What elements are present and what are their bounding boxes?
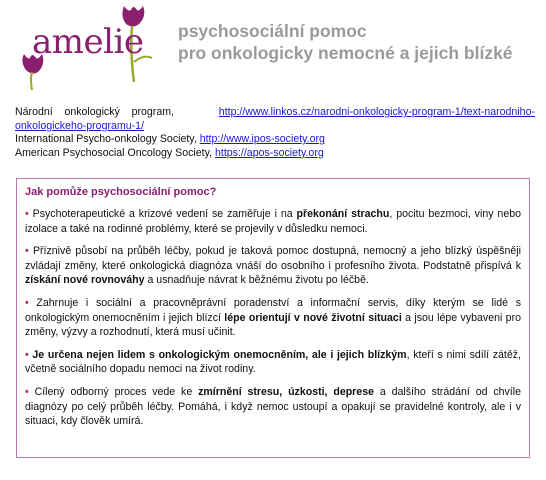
reference-apos bbox=[15, 147, 535, 161]
ipos-link[interactable]: http://www.ipos-society.org bbox=[199, 133, 325, 146]
tagline-line-2: pro onkologicky nemocné a jejich blízké bbox=[178, 43, 513, 63]
bullet-icon: • bbox=[25, 296, 29, 309]
bullet-icon: • bbox=[25, 245, 29, 258]
logo-wordmark: amelie bbox=[32, 22, 144, 62]
ipos-label: International Psycho-onkology Society, bbox=[15, 133, 200, 146]
info-box bbox=[16, 178, 530, 458]
paragraph-2: • Příznivě působí na průběh léčby, pokud je taková pomoc dostupná, nemocný a jeho blízký úspěšněji zvládají změny, které onkologická diagnóza vnáší do osobního i profesního života. Podstatně přispívá k získání nové rovnováhy a usnadňuje návrat k běžnému životu po léčbě. bbox=[25, 245, 521, 287]
bullet-icon: • bbox=[25, 208, 29, 220]
tagline bbox=[178, 20, 513, 64]
paragraph-1: • Psychoterapeutické a krizové vedení se zaměřuje i na překonání strachu, pocitu bezmoci, viny nebo izolace a také na rodinné problémy, které se projevily v důsledku nemoci. bbox=[25, 208, 521, 235]
amelie-logo bbox=[8, 2, 158, 92]
paragraph-3: • Zahrnuje i sociální a pracovněprávní poradenství a informační servis, díky kterým se lidé s onkologickým onemocněním i jejich blízcí lépe orientují v nové životní situaci a jsou lépe vybaveni pro změny, výzvy a rozhodnutí, která musí učinit. bbox=[25, 296, 521, 339]
bullet-icon: • bbox=[25, 348, 29, 361]
reference-linkos: Národní onkologický program, http://www.linkos.cz/narodni-onkologicky-program-1/text-narodniho- onkologickeho-programu-1/ bbox=[15, 106, 535, 132]
bullet-icon: • bbox=[25, 385, 29, 398]
apos-label: American Psychosocial Oncology Society, bbox=[15, 146, 215, 159]
box-title: Jak pomůže psychosociální pomoc? bbox=[25, 186, 217, 198]
linkos-link-part1[interactable]: http://www.linkos.cz/narodni-onkologicky-program-1/text-narodniho- bbox=[218, 106, 535, 118]
header bbox=[0, 0, 546, 95]
paragraph-4: • Je určena nejen lidem s onkologickým onemocněním, ale i jejich blízkým, kteří s nimi sdílí zátěž, včetně sociálního dopadu nemoci na život rodiny. bbox=[25, 348, 521, 376]
apos-link[interactable]: https://apos-society.org bbox=[215, 146, 324, 159]
linkos-link-part2[interactable]: onkologickeho-programu-1/ bbox=[15, 119, 144, 132]
reference-ipos bbox=[15, 133, 535, 147]
paragraph-5: • Cílený odborný proces vede ke zmírnění stresu, úzkosti, deprese a dalšího strádání od chvíle diagnózy po celý průběh léčby. Pomáhá, i když nemoc ustoupí a opakují se pravidelné kontroly, ale i v situaci, kdy člověk umírá. bbox=[25, 385, 521, 428]
tagline-line-1: psychosociální pomoc bbox=[178, 21, 367, 41]
references bbox=[15, 106, 535, 160]
